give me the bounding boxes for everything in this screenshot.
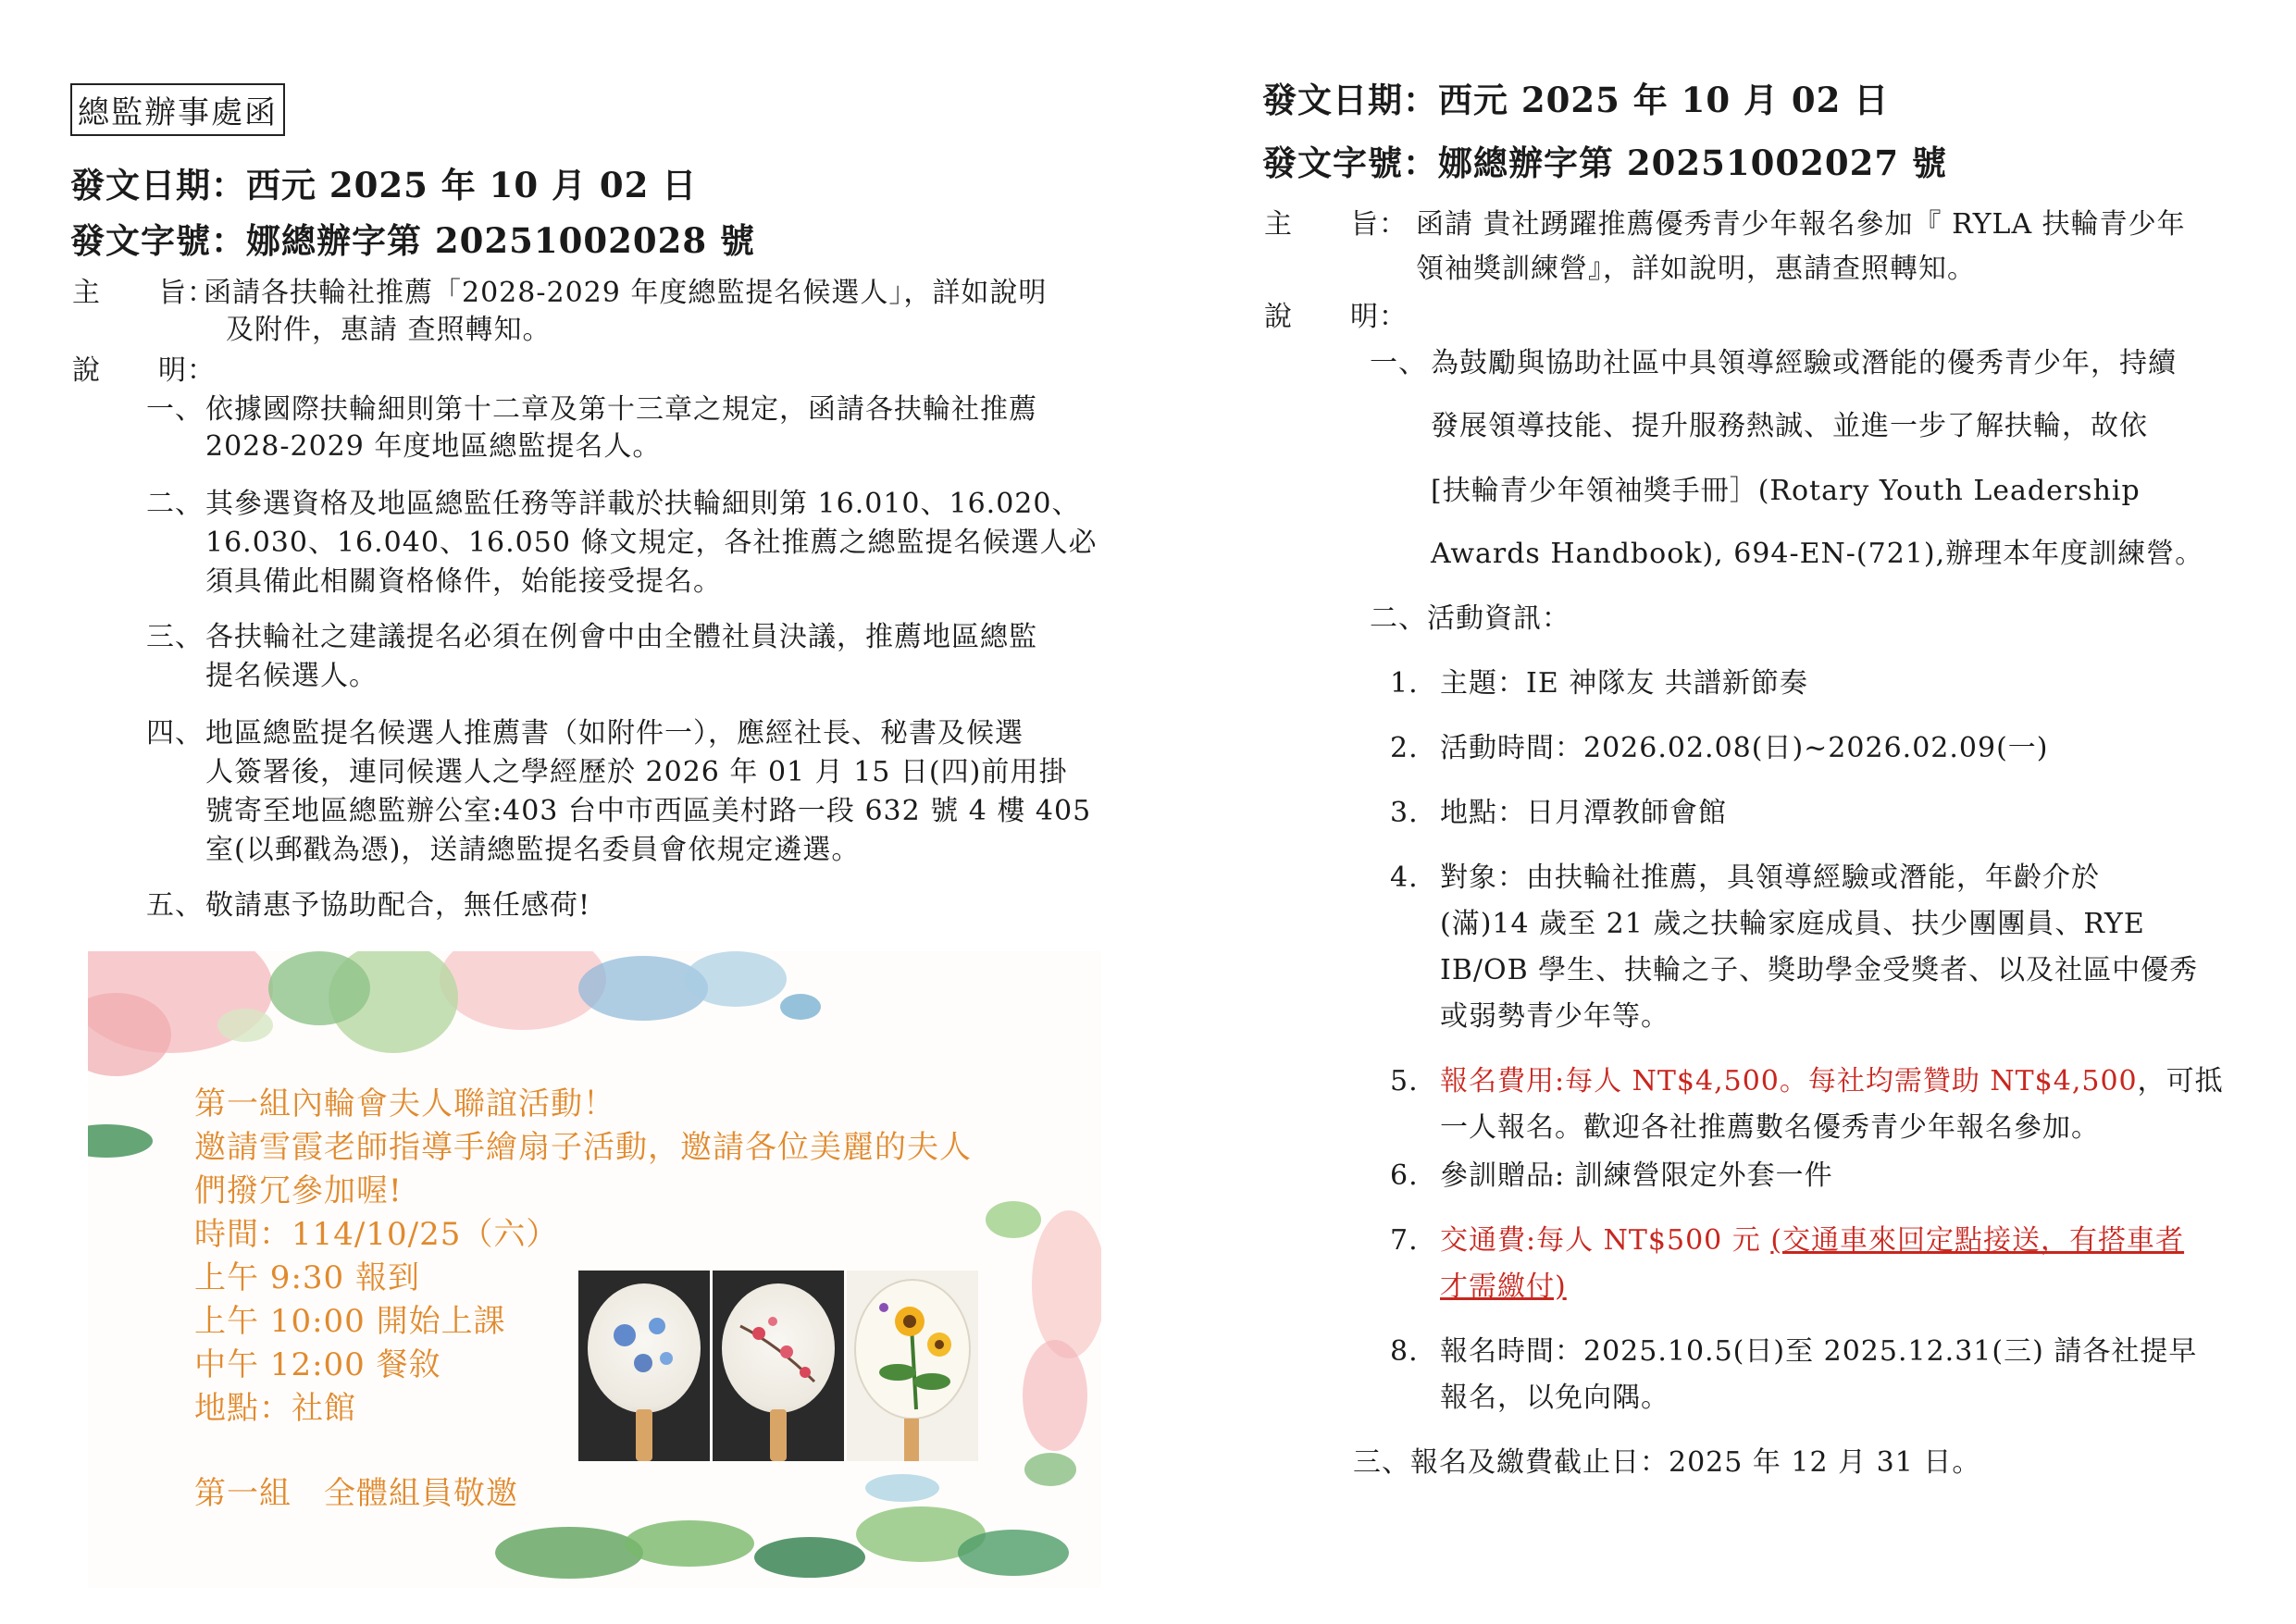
info-6-num: 6.: [1390, 1159, 1419, 1192]
right-sec1-num: 一、: [1370, 347, 1427, 379]
left-subject-line-2: 及附件，惠請 查照轉知。: [226, 314, 552, 346]
left-item-2-num: 二、: [146, 488, 204, 520]
fan-photo-1: [578, 1271, 710, 1461]
info-2-num: 2.: [1390, 732, 1419, 764]
left-item-2-line: 16.030、16.040、16.050 條文規定，各社推薦之總監提名候選人必: [205, 527, 1098, 559]
transport-fee-note: (交通車來回定點接送，有搭車者: [1770, 1224, 2185, 1257]
registration-fee-text: 報名費用:每人 NT$4,500。每社均需贊助 NT$4,500: [1440, 1065, 2138, 1097]
info-1-line: 主題：IE 神隊友 共譜新節奏: [1440, 667, 1808, 700]
left-item-2-line: 須具備此相關資格條件，始能接受提名。: [205, 565, 722, 598]
flyer-time: 時間：114/10/25（六）: [194, 1216, 559, 1253]
info-8-num: 8.: [1390, 1335, 1419, 1368]
left-item-4-line: 號寄至地區總監辦公室:403 台中市西區美村路一段 632 號 4 樓 405: [205, 795, 1092, 827]
left-item-3-num: 三、: [146, 621, 204, 653]
fan-painting-blue-flowers: [578, 1271, 710, 1461]
left-subject-line-1: 函請各扶輪社推薦「2028-2029 年度總監提名候選人」，詳如說明: [204, 277, 1048, 309]
info-4-num: 4.: [1390, 862, 1419, 894]
left-item-4-line: 室(以郵戳為憑)，送請總監提名委員會依規定遴選。: [205, 834, 861, 866]
right-ref-line: 發文字號：娜總辦字第 20251002027 號: [1262, 143, 1947, 183]
right-sec3: 三、報名及繳費截止日：2025 年 12 月 31 日。: [1353, 1446, 1981, 1479]
left-item-3-line: 各扶輪社之建議提名必須在例會中由全體社員決議，推薦地區總監: [205, 621, 1037, 653]
fan-photo-2: [713, 1271, 844, 1461]
left-item-2-line: 其參選資格及地區總監任務等詳載於扶輪細則第 16.010、16.020、: [205, 488, 1081, 520]
flyer-lunch: 中午 12:00 餐敘: [194, 1346, 441, 1383]
flyer-class-start: 上午 10:00 開始上課: [194, 1303, 506, 1340]
fan-photo-3: [847, 1271, 978, 1461]
right-sec1-line: [扶輪青少年領袖獎手冊］(Rotary Youth Leadership: [1431, 475, 2141, 507]
fan-painting-plum-blossoms: [713, 1271, 844, 1461]
left-item-3-line: 提名候選人。: [205, 660, 378, 692]
info-3-num: 3.: [1390, 797, 1419, 829]
left-item-1-line: 依據國際扶輪細則第十二章及第十三章之規定，函請各扶輪社推薦: [205, 393, 1037, 426]
flyer-line-1: 第一組內輪會夫人聯誼活動！: [194, 1085, 615, 1122]
left-item-4-line: 地區總監提名候選人推薦書（如附件一），應經社長、秘書及候選: [205, 717, 1024, 750]
info-4-line: (滿)14 歲至 21 歲之扶輪家庭成員、扶少團團員、RYE: [1440, 908, 2145, 940]
info-6-line: 參訓贈品: 訓練營限定外套一件: [1440, 1159, 1833, 1192]
info-7-num: 7.: [1390, 1224, 1419, 1257]
event-flyer: [88, 951, 1101, 1588]
info-5-first-line: [1440, 1062, 2224, 1101]
left-item-1-line: 2028-2029 年度地區總監提名人。: [205, 430, 662, 463]
right-subject-line-2: 領袖獎訓練營』，詳如說明，惠請查照轉知。: [1416, 253, 1976, 285]
left-ref-line: 發文字號：娜總辦字第 20251002028 號: [70, 220, 755, 261]
info-7-first-line: [1440, 1221, 2184, 1260]
right-sec2-title: 二、活動資訊：: [1370, 602, 1570, 635]
right-subject-label: 主 旨：: [1264, 208, 1408, 241]
info-8-line: 報名，以免向隅。: [1440, 1382, 1669, 1414]
transport-fee-text: 交通費:每人 NT$500 元: [1440, 1224, 1761, 1257]
transport-fee-note-2: 才需繳付): [1440, 1271, 1567, 1303]
left-date-line: 發文日期：西元 2025 年 10 月 02 日: [70, 165, 698, 205]
flyer-checkin: 上午 9:30 報到: [194, 1259, 420, 1296]
left-item-1-num: 一、: [146, 393, 204, 426]
flyer-line-3: 們撥冗參加喔!: [194, 1172, 403, 1209]
info-2-line: 活動時間：2026.02.08(日)~2026.02.09(一): [1440, 732, 2049, 764]
right-explain-label: 說 明：: [1264, 301, 1408, 333]
left-item-4-line: 人簽署後，連同候選人之學經歷於 2026 年 01 月 15 日(四)前用掛: [205, 756, 1068, 788]
flyer-location: 地點：社館: [194, 1390, 356, 1427]
left-item-5-num: 五、: [146, 889, 204, 922]
info-1-num: 1.: [1390, 667, 1419, 700]
info-4-line: 或弱勢青少年等。: [1440, 1000, 1669, 1033]
flyer-signature: 第一組 全體組員敬邀: [194, 1475, 518, 1512]
right-date-line: 發文日期：西元 2025 年 10 月 02 日: [1262, 80, 1890, 120]
right-sec1-line: 發展領導技能、提升服務熱誠、並進一步了解扶輪，故依: [1431, 410, 2148, 442]
left-subject-label: 主 旨：: [72, 277, 216, 309]
registration-fee-rest: ，可抵: [2137, 1065, 2224, 1097]
info-4-line: 對象：由扶輪社推薦，具領導經驗或潛能，年齡介於: [1440, 862, 2100, 894]
info-8-line: 報名時間：2025.10.5(日)至 2025.12.31(三) 請各社提早: [1440, 1335, 2198, 1368]
right-sec1-line: 為鼓勵與協助社區中具領導經驗或潛能的優秀青少年，持續: [1431, 347, 2177, 379]
right-sec1-line: Awards Handbook), 694-EN-(721),辦理本年度訓練營。: [1431, 538, 2204, 570]
info-5-num: 5.: [1390, 1065, 1419, 1097]
left-item-4-num: 四、: [146, 717, 204, 750]
left-item-5-line: 敬請惠予協助配合，無任感荷!: [205, 889, 591, 922]
info-3-line: 地點：日月潭教師會館: [1440, 797, 1727, 829]
info-4-line: IB/OB 學生、扶輪之子、獎助學金受獎者、以及社區中優秀: [1440, 954, 2199, 986]
right-subject-line-1: 函請 貴社踴躍推薦優秀青少年報名參加『 RYLA 扶輪青少年: [1416, 208, 2186, 241]
left-explain-label: 說 明：: [72, 354, 216, 387]
office-box: 總監辦事處函: [70, 83, 285, 136]
flyer-line-2: 邀請雪霞老師指導手繪扇子活動，邀請各位美麗的夫人: [194, 1129, 972, 1166]
fan-painting-sunflowers: [847, 1271, 978, 1461]
info-5-line: 一人報名。歡迎各社推薦數名優秀青少年報名參加。: [1440, 1111, 2100, 1144]
